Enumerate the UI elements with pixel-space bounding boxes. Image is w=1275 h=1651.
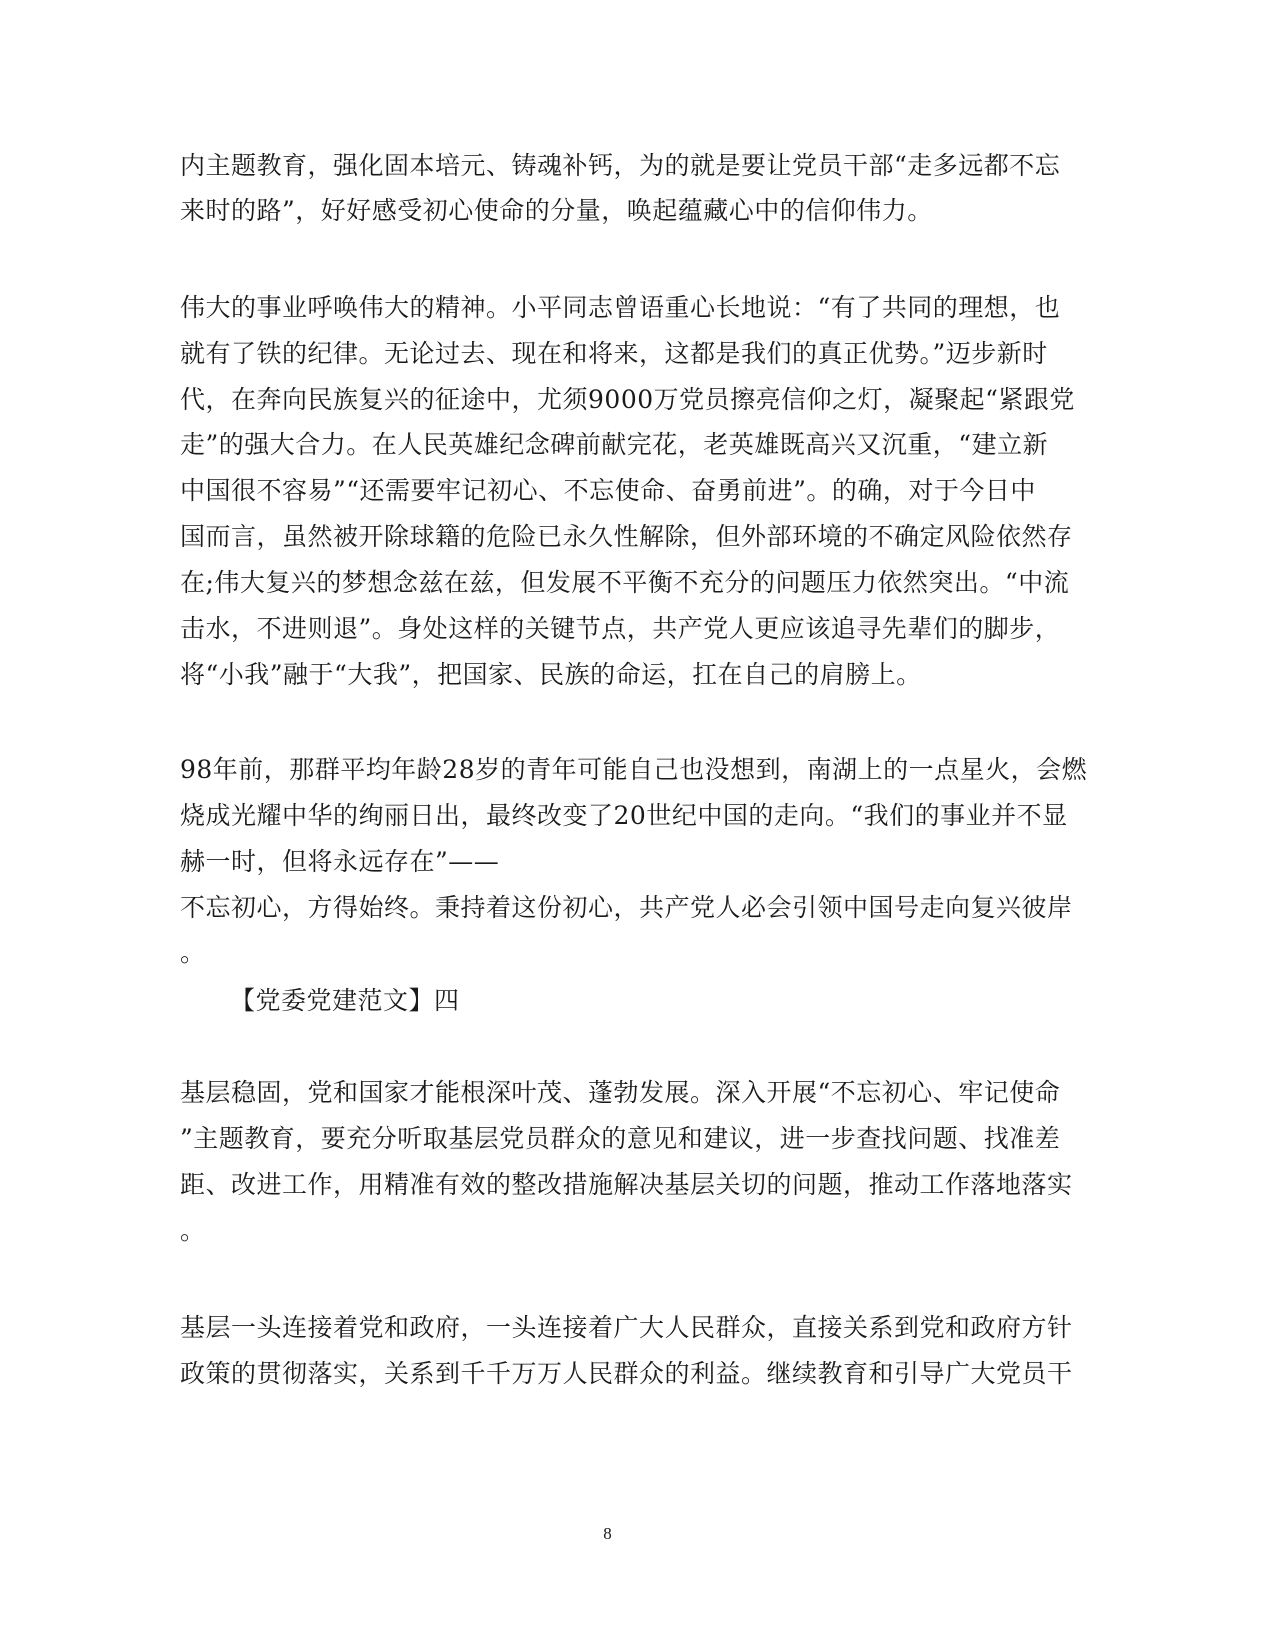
paragraph-2-line-6: 国而言，虽然被开除球籍的危险已永久性解除，但外部环境的不确定风险依然存	[180, 522, 1073, 551]
paragraph-2-line-5: 中国很不容易”“还需要牢记初心、不忘使命、奋勇前进”。的确，对于今日中	[180, 476, 1036, 505]
paragraph-2-line-8: 击水，不进则退”。身处这样的关键节点，共产党人更应该追寻先辈们的脚步，	[180, 614, 1061, 643]
paragraph-3-line-1: 98年前，那群平均年龄28岁的青年可能自己也没想到，南湖上的一点星火，会燃	[180, 755, 1088, 784]
paragraph-5-line-2: 政策的贯彻落实，关系到千千万万人民群众的利益。继续教育和引导广大党员干	[180, 1359, 1073, 1388]
paragraph-3-line-3: 赫一时，但将永远存在”——	[180, 847, 500, 876]
section-heading: 【党委党建范文】四	[230, 986, 460, 1015]
paragraph-4-line-4: 。	[180, 1216, 206, 1245]
page-number: 8	[603, 1524, 612, 1543]
paragraph-2-line-1: 伟大的事业呼唤伟大的精神。小平同志曾语重心长地说：“有了共同的理想，也	[180, 293, 1061, 322]
paragraph-5-line-1: 基层一头连接着党和政府，一头连接着广大人民群众，直接关系到党和政府方针	[180, 1313, 1073, 1342]
paragraph-2-line-7: 在;伟大复兴的梦想念兹在兹，但发展不平衡不充分的问题压力依然突出。“中流	[180, 568, 1070, 597]
paragraph-4-line-3: 距、改进工作，用精准有效的整改措施解决基层关切的问题，推动工作落地落实	[180, 1170, 1073, 1199]
paragraph-2-line-4: 走”的强大合力。在人民英雄纪念碑前献完花，老英雄既高兴又沉重，“建立新	[180, 430, 1049, 459]
paragraph-4-line-2: ”主题教育，要充分听取基层党员群众的意见和建议，进一步查找问题、找准差	[180, 1124, 1061, 1153]
paragraph-1-line-1: 内主题教育，强化固本培元、铸魂补钙，为的就是要让党员干部“走多远都不忘	[180, 151, 1061, 180]
paragraph-2-line-3: 代，在奔向民族复兴的征途中，尤须9000万党员擦亮信仰之灯，凝聚起“紧跟党	[180, 385, 1075, 414]
paragraph-1-line-2: 来时的路”，好好感受初心使命的分量，唤起蕴藏心中的信仰伟力。	[180, 196, 933, 225]
paragraph-3-line-4: 不忘初心，方得始终。秉持着这份初心，共产党人必会引领中国号走向复兴彼岸	[180, 893, 1073, 922]
paragraph-4-line-1: 基层稳固，党和国家才能根深叶茂、蓬勃发展。深入开展“不忘初心、牢记使命	[180, 1078, 1061, 1107]
paragraph-3-line-5: 。	[180, 938, 206, 967]
paragraph-3-line-2: 烧成光耀中华的绚丽日出，最终改变了20世纪中国的走向。“我们的事业并不显	[180, 801, 1068, 830]
paragraph-2-line-2: 就有了铁的纪律。无论过去、现在和将来，这都是我们的真正优势。”迈步新时	[180, 339, 1048, 368]
paragraph-2-line-9: 将“小我”融于“大我”，把国家、民族的命运，扛在自己的肩膀上。	[180, 660, 922, 689]
